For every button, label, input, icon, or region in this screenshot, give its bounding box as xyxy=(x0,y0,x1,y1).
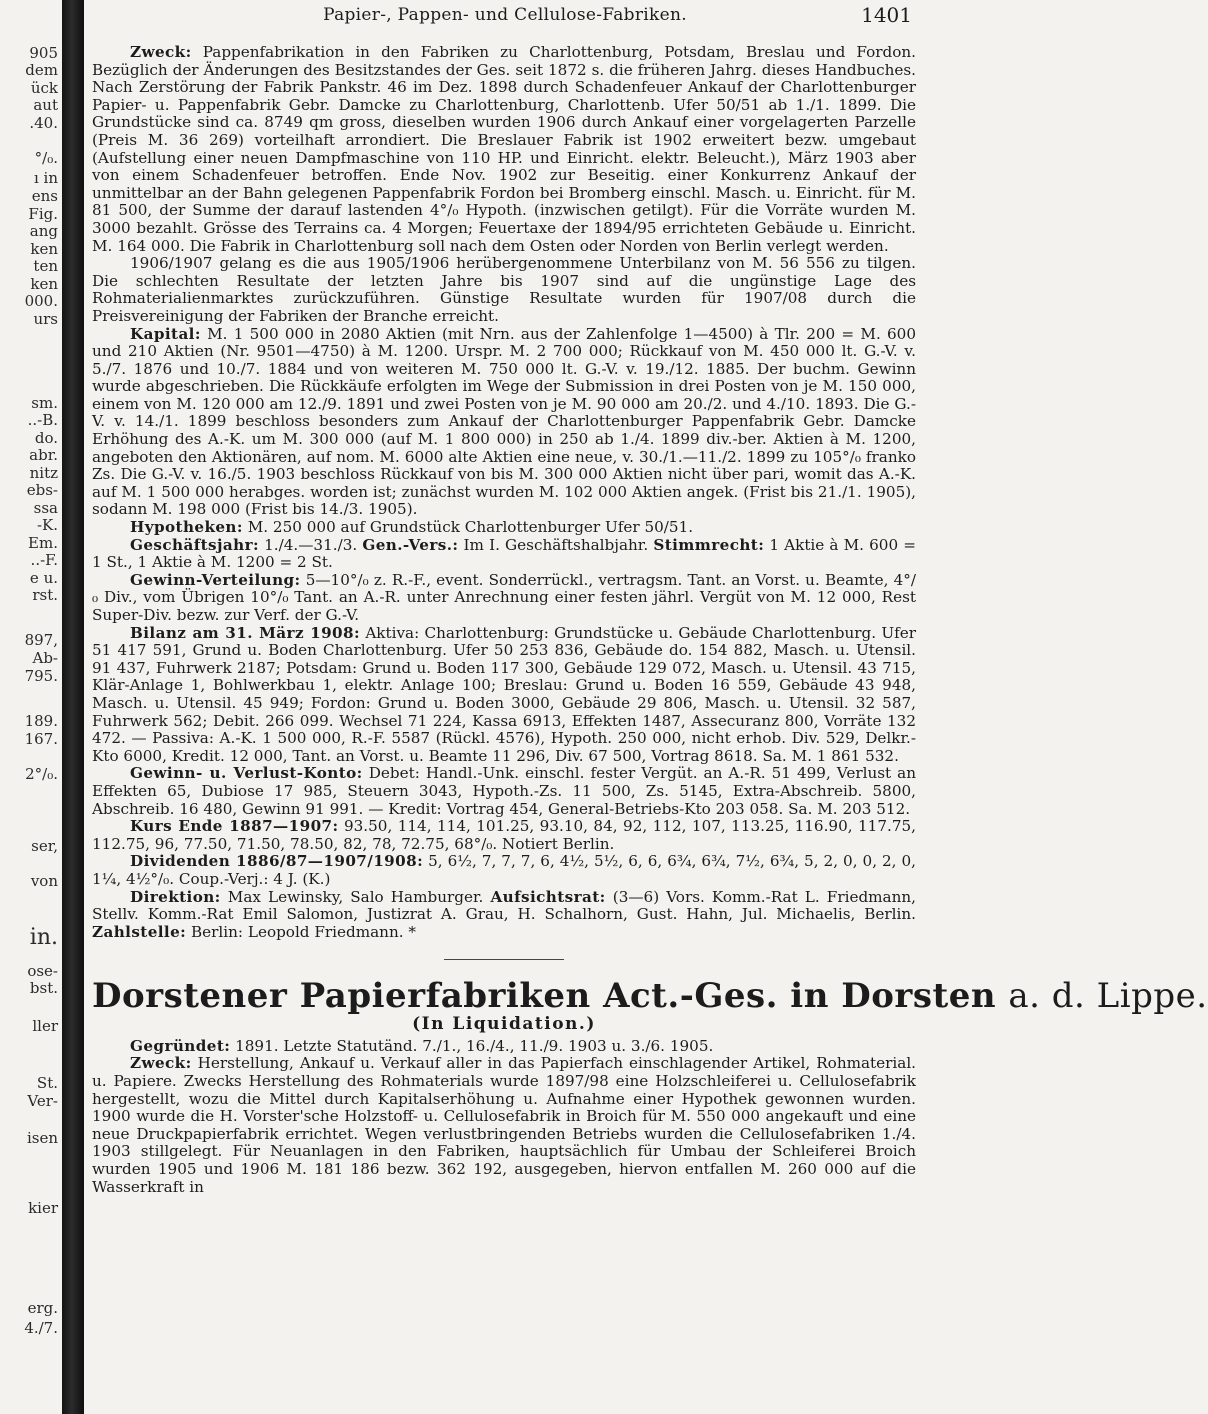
zahlstelle-text: Berlin: Leopold Friedmann. * xyxy=(191,922,416,941)
margin-fragment: 189. xyxy=(24,712,58,730)
dorsten-zweck-paragraph xyxy=(92,1055,916,1196)
margin-fragment: ens xyxy=(31,187,58,205)
margin-fragment: rst. xyxy=(32,586,58,604)
geschaeftsjahr-label: Geschäftsjahr: xyxy=(130,535,259,554)
margin-fragment: e u. xyxy=(29,569,58,587)
margin-fragment: kier xyxy=(28,1199,58,1217)
dividenden-text: 5, 6½, 7, 7, 7, 6, 4½, 5½, 6, 6, 6¾, 6¾, 7½, 6¾, 5, 2, 0, 0, 2, 0, 1¼, 4½°/₀. Coup.-Verj.: 4 J. (K.) xyxy=(92,852,917,888)
margin-fragment: bst. xyxy=(29,979,58,997)
kurs-paragraph xyxy=(92,818,916,853)
gegruendet-text: 1891. Letzte Statutänd. 7./1., 16./4., 11./9. 1903 u. 3./6. 1905. xyxy=(235,1036,714,1055)
genvers-label: Gen.-Vers.: xyxy=(362,535,459,554)
margin-fragment: dem xyxy=(25,61,58,79)
aufsichtsrat-label: Aufsichtsrat: xyxy=(490,887,606,906)
margin-fragment: ..-F. xyxy=(30,551,58,569)
zweck-paragraph xyxy=(92,44,916,255)
hypotheken-label: Hypotheken: xyxy=(130,518,243,537)
liquidation-status: (In Liquidation.) xyxy=(412,1014,596,1035)
guv-label: Gewinn- u. Verlust-Konto: xyxy=(130,764,363,783)
book-spine-shadow xyxy=(62,0,84,1414)
kapital-label: Kapital: xyxy=(130,324,201,343)
margin-fragment: ser, xyxy=(31,837,58,855)
margin-fragment: sm. xyxy=(31,394,58,412)
margin-fragment: erg. xyxy=(27,1299,58,1317)
kurs-label: Kurs Ende 1887—1907: xyxy=(130,817,339,836)
left-margin-bleed xyxy=(0,0,62,1414)
margin-fragment: .40. xyxy=(29,114,58,132)
hypotheken-paragraph xyxy=(92,519,916,537)
guv-text: Debet: Handl.-Unk. einschl. fester Vergüt. an A.-R. 51 499, Verlust an Effekten 65, Dubiose 17 985, Steuern 3043, Hypoth.-Zs. 11 500, Zs. 5145, Extra-Abschreib. 5800, Abschreib. 16 480, Gewinn 91 991. — Kredit: Vortrag 454, General-Betriebs-Kto 203 058. Sa. M. 203 512. xyxy=(92,764,917,818)
margin-fragment: 2°/₀. xyxy=(25,765,58,783)
margin-fragment: 795. xyxy=(24,667,58,685)
bilanz-paragraph xyxy=(92,625,916,766)
margin-fragment: ose- xyxy=(27,962,58,980)
dorsten-zweck-text: Herstellung, Ankauf u. Verkauf aller in das Papierfach einschlagender Artikel, Rohmaterial. u. Papiere. Zwecks Herstellung des Rohmaterials wurde 1897/98 eine Holzschleiferei u. Cellulosefabrik hergestellt, wozu die Mittel durch Kapitalserhöhung u. Aufnahme einer Hypothek gewonnen wurden. 1900 wurde die H. Vorster'sche Holzstoff- u. Cellulosefabrik in Broich für M. 550 000 angekauft und eine neue Druckpapierfabrik errichtet. Wegen verlustbringenden Betriebs wurden die Cellulosefabriken 1./4. 1903 stillgelegt. Für Neuanlagen in den Fabriken, hauptsächlich für Umbau der Schleiferei Broich wurden 1905 und 1906 M. 181 186 bezw. 362 192, ausgegeben, hiervon entfallen M. 260 000 auf die Wasserkraft in xyxy=(92,1054,916,1196)
margin-fragment: ück xyxy=(30,79,58,97)
bilanz-label: Bilanz am 31. März 1908: xyxy=(130,623,361,642)
zweck-label: Zweck: xyxy=(130,43,192,61)
margin-fragment: ..-B. xyxy=(27,411,58,429)
dividenden-paragraph xyxy=(92,853,916,888)
margin-fragment: ller xyxy=(32,1017,58,1035)
company-title-main: Dorstener Papierfabriken Act.-Ges. in Dorsten xyxy=(92,976,997,1017)
company-title xyxy=(92,976,1208,1017)
hypotheken-text: M. 250 000 auf Grundstück Charlottenburger Ufer 50/51. xyxy=(247,518,694,537)
margin-fragment: Fig. xyxy=(28,205,58,223)
company-title-tail: a. d. Lippe. xyxy=(1008,976,1208,1017)
geschaeftsjahr-text: 1./4.—31./3. xyxy=(264,535,358,554)
margin-fragment: isen xyxy=(26,1129,58,1147)
gewinnvert-label: Gewinn-Verteilung: xyxy=(130,570,301,589)
margin-fragment: Ver- xyxy=(27,1092,58,1110)
margin-fragment: in. xyxy=(29,925,58,950)
margin-fragment: Em. xyxy=(28,534,58,552)
guv-paragraph xyxy=(92,765,916,818)
margin-fragment: ebs- xyxy=(26,481,58,499)
kapital-text: M. 1 500 000 in 2080 Aktien (mit Nrn. aus der Zahlenfolge 1—4500) à Tlr. 200 = M. 600 und 210 Aktien (Nr. 9501—4750) à M. 1200. Urspr. M. 2 700 000; Rückkauf von M. 450 000 lt. G.-V. v. 5./7. 1876 und 10./7. 1884 und von weiteren M. 750 000 lt. G.-V. v. 19./12. 1885. Der buchm. Gewinn wurde abgeschrieben. Die Rückkäufe erfolgten im Wege der Submission in drei Posten von je M. 150 000, einem von M. 120 000 am 12./9. 1891 und zwei Posten von je M. 90 000 am 20./2. und 4./10. 1893. Die G.-V. v. 14./1. 1899 beschloss besonders zum Ankauf der Charlottenburger Pappenfabrik Gebr. Damcke Erhöhung des A.-K. um M. 300 000 (auf M. 1 800 000) in 250 ab 1./4. 1899 div.-ber. Aktien à M. 1200, angeboten den Aktionären, auf nom. M. 6000 alte Aktien eine neue, v. 30./1.—11./2. 1899 zu 105°/₀ franko Zs. Die G.-V. v. 16./5. 1903 beschloss Rückkauf von bis M. 300 000 Aktien nicht über pari, womit das A.-K. auf M. 1 500 000 herabges. worden ist; zunächst wurden M. 102 000 Aktien angek. (Frist bis 21./1. 1905), sodann M. 198 000 (Frist bis 14./3. 1905). xyxy=(92,324,917,519)
margin-fragment: 000. xyxy=(24,292,58,310)
margin-fragment: ken xyxy=(30,275,58,293)
gegruendet-label: Gegründet: xyxy=(130,1036,231,1055)
geschaeftsjahr-paragraph xyxy=(92,537,916,572)
margin-fragment: St. xyxy=(36,1074,58,1092)
margin-fragment: aut xyxy=(33,96,58,114)
kapital-paragraph xyxy=(92,326,916,520)
dividenden-label: Dividenden 1886/87—1907/1908: xyxy=(130,852,424,871)
margin-fragment: Ab- xyxy=(32,649,58,667)
page-number: 1401 xyxy=(861,3,912,27)
main-column xyxy=(92,43,1208,1196)
management-paragraph xyxy=(92,889,916,942)
bilanz-text: Aktiva: Charlottenburg: Grundstücke u. Gebäude Charlottenburg. Ufer 51 417 591, Grund u. Boden Charlottenburg. Ufer 50 253 836, Gebäude do. 154 882, Masch. u. Utensil. 91 437, Fuhrwerk 2187; Potsdam: Grund u. Boden 117 300, Gebäude 129 072, Masch. u. Utensil. 43 715, Klär-Anlage 1, Bohlwerkbau 1, elektr. Anlage 100; Breslau: Grund u. Boden 16 559, Gebäude 43 948, Masch. u. Utensil. 45 949; Fordon: Grund u. Boden 3000, Gebäude 29 806, Masch. u. Utensil. 32 587, Fuhrwerk 562; Debit. 266 099. Wechsel 71 224, Kassa 6913, Effekten 1487, Assecuranz 800, Vorräte 132 472. — Passiva: A.-K. 1 500 000, R.-F. 5587 (Rückl. 4576), Hypoth. 250 000, nicht erhob. Div. 529, Delkr.-Kto 6000, Kredit. 12 000, Tant. an Vorst. u. Beamte 11 296, Div. 67 500, Vortrag 8618. Sa. M. 1 861 532. xyxy=(92,623,917,765)
dorsten-zweck-label: Zweck: xyxy=(130,1054,192,1073)
margin-fragment: do. xyxy=(34,429,58,447)
gewinnvert-text: 5—10°/₀ z. R.-F., event. Sonderrückl., vertragsm. Tant. an Vorst. u. Beamte, 4°/₀ Div., vom Übrigen 10°/₀ Tant. an A.-R. unter Anrechnung einer festen jährl. Vergüt von M. 12 000, Rest Super-Div. bezw. zur Verf. der G.-V. xyxy=(92,570,916,624)
running-header xyxy=(90,3,920,29)
stimmrecht-label: Stimmrecht: xyxy=(653,535,765,554)
margin-fragment: 897, xyxy=(24,631,58,649)
margin-fragment: 905 xyxy=(29,44,58,62)
margin-fragment: ken xyxy=(30,240,58,258)
zweck-text: Pappenfabrikation in den Fabriken zu Charlottenburg, Potsdam, Breslau und Fordon. Bezüglich der Änderungen des Besitzstandes der Ges. seit 1872 s. die früheren Jahrg. dieses Handbuches. Nach Zerstörung der Fabrik Pankstr. 46 im Dez. 1898 durch Schadenfeuer Ankauf der Charlottenburger Papier- u. Pappenfabrik Gebr. Damcke zu Charlottenburg, Charlottenb. Ufer 50/51 ab 1./1. 1899. Die Grundstücke sind ca. 8749 qm gross, dieselben wurden 1906 durch Ankauf einer vorgelagerten Parzelle (Preis M. 36 269) vorteilhaft arrondiert. Die Breslauer Fabrik ist 1902 erweitert bezw. umgebaut (Aufstellung einer neuen Dampfmaschine von 110 HP. und Einricht. elektr. Beleucht.), März 1903 aber von einem Schadenfeuer betroffen. Ende Nov. 1902 zur Beseitig. einer Konkurrenz Ankauf der unmittelbar an der Bahn gelegenen Pappenfabrik Fordon bei Bromberg einschl. Masch. u. Einricht. für M. 81 500, der Summe der darauf lastenden 4°/₀ Hypoth. (inzwischen getilgt). Für die Vorräte wurden M. 3000 bezahlt. Grösse des Terrains ca. 4 Morgen; Feuertaxe der 1894/95 errichteten Gebäude u. Einricht. M. 164 000. Die Fabrik in Charlottenburg soll nach dem Osten oder Norden von Berlin verlegt werden. xyxy=(92,43,916,255)
margin-fragment: urs xyxy=(33,310,58,328)
margin-fragment: 167. xyxy=(24,730,58,748)
direktion-text: Max Lewinsky, Salo Hamburger. xyxy=(227,887,484,906)
running-title: Papier-, Pappen- und Cellulose-Fabriken. xyxy=(323,5,687,25)
kurs-text: 93.50, 114, 114, 101.25, 93.10, 84, 92, 112, 107, 113.25, 116.90, 117.75, 112.75, 96, 77.50, 71.50, 78.50, 82, 78, 72.75, 68°/₀. Notiert Berlin. xyxy=(92,817,916,853)
zahlstelle-label: Zahlstelle: xyxy=(92,922,187,941)
stimmrecht-text: 1 Aktie à M. 600 = 1 St., 1 Aktie à M. 1200 = 2 St. xyxy=(92,535,916,572)
margin-fragment: 4./7. xyxy=(24,1319,58,1337)
direktion-label: Direktion: xyxy=(130,887,221,906)
margin-fragment: ten xyxy=(33,257,58,275)
margin-fragment: ang xyxy=(29,222,58,240)
genvers-text: Im I. Geschäftshalbjahr. xyxy=(463,535,649,554)
margin-fragment: -K. xyxy=(36,516,58,534)
section-divider xyxy=(444,959,564,960)
margin-fragment: °/₀. xyxy=(34,149,58,167)
margin-fragment: abr. xyxy=(29,446,58,464)
gewinnvert-paragraph xyxy=(92,572,916,625)
margin-fragment: von xyxy=(30,872,58,890)
aufsichtsrat-text: (3—6) Vors. Komm.-Rat L. Friedmann, Stellv. Komm.-Rat Emil Salomon, Justizrat A. Grau, H. Schalhorn, Gust. Hahn, Jul. Michaelis, Berlin. xyxy=(92,887,917,924)
result-paragraph: 1906/1907 gelang es die aus 1905/1906 herübergenommene Unterbilanz von M. 56 556 zu tilgen. Die schlechten Resultate der letzten Jahre bis 1907 sind auf die ungünstige Lage des Rohmaterialienmarktes zurückzuführen. Günstige Resultate wurden für 1907/08 durch die Preisvereinigung der Fabriken der Branche erreicht. xyxy=(92,254,916,325)
gegruendet-paragraph xyxy=(92,1038,916,1056)
margin-fragment: ssa xyxy=(33,499,58,517)
margin-fragment: ı in xyxy=(33,169,58,187)
margin-fragment: nitz xyxy=(29,464,58,482)
